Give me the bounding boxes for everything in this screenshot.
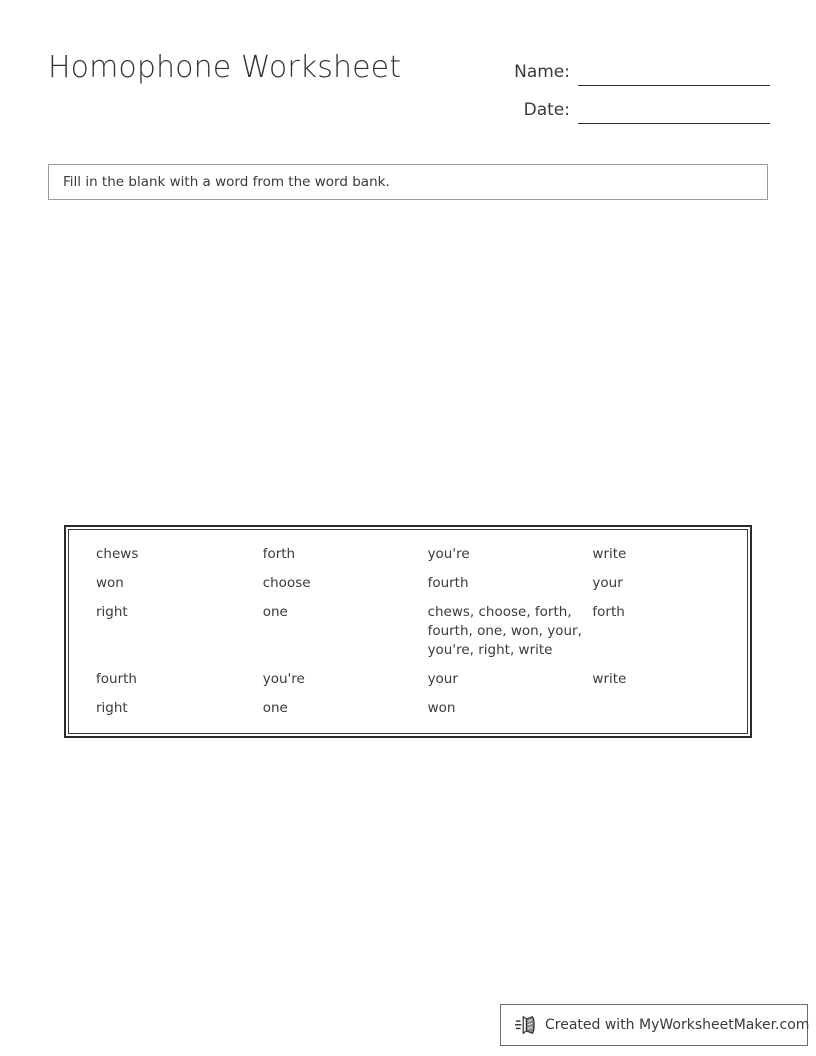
word-bank-cell: your [592,575,623,591]
word-bank-cell: won [427,700,456,716]
footer-attribution-badge[interactable] [500,1004,808,1046]
word-bank-inner [68,529,748,734]
word-bank-cell: you're [427,546,470,562]
word-bank-cell: chews, choose, forth, fourth, one, won, your, you're, right, write [427,604,582,658]
footer-attribution-text: Created with MyWorksheetMaker.com [545,1017,810,1033]
word-bank-row [69,694,747,723]
word-bank-cell: won [96,575,124,591]
word-bank-table-body [69,540,747,723]
word-bank-row [69,598,747,665]
word-bank-table [69,540,747,723]
word-bank-cell: fourth [96,671,137,687]
word-bank-cell: you're [262,671,305,687]
word-bank-cell: right [96,700,128,716]
word-bank-cell: choose [262,575,311,591]
word-bank-row [69,540,747,569]
page-title: Homophone Worksheet [48,50,402,85]
word-bank-row [69,665,747,694]
name-field-row [500,48,770,86]
date-input-line[interactable] [578,99,770,124]
word-bank-cell: your [427,671,458,687]
word-bank-cell [592,694,747,723]
word-bank-cell: forth [592,604,625,620]
word-bank-cell: fourth [427,575,469,591]
word-bank-cell: one [262,604,288,620]
name-input-line[interactable] [578,61,770,86]
name-label: Name: [514,62,570,82]
instruction-box [48,164,768,200]
word-bank-cell: write [592,671,627,687]
instruction-text: Fill in the blank with a word from the word bank. [63,174,390,190]
word-bank-cell: one [262,700,288,716]
word-bank-cell: write [592,546,627,562]
date-label: Date: [523,100,570,120]
word-bank-cell: forth [262,546,296,562]
date-field-row [500,86,770,124]
name-date-block [500,48,770,124]
word-bank [64,525,752,738]
word-bank-row [69,569,747,598]
book-pages-icon [515,1014,537,1036]
word-bank-cell: chews [96,546,139,562]
word-bank-cell: right [96,604,128,620]
